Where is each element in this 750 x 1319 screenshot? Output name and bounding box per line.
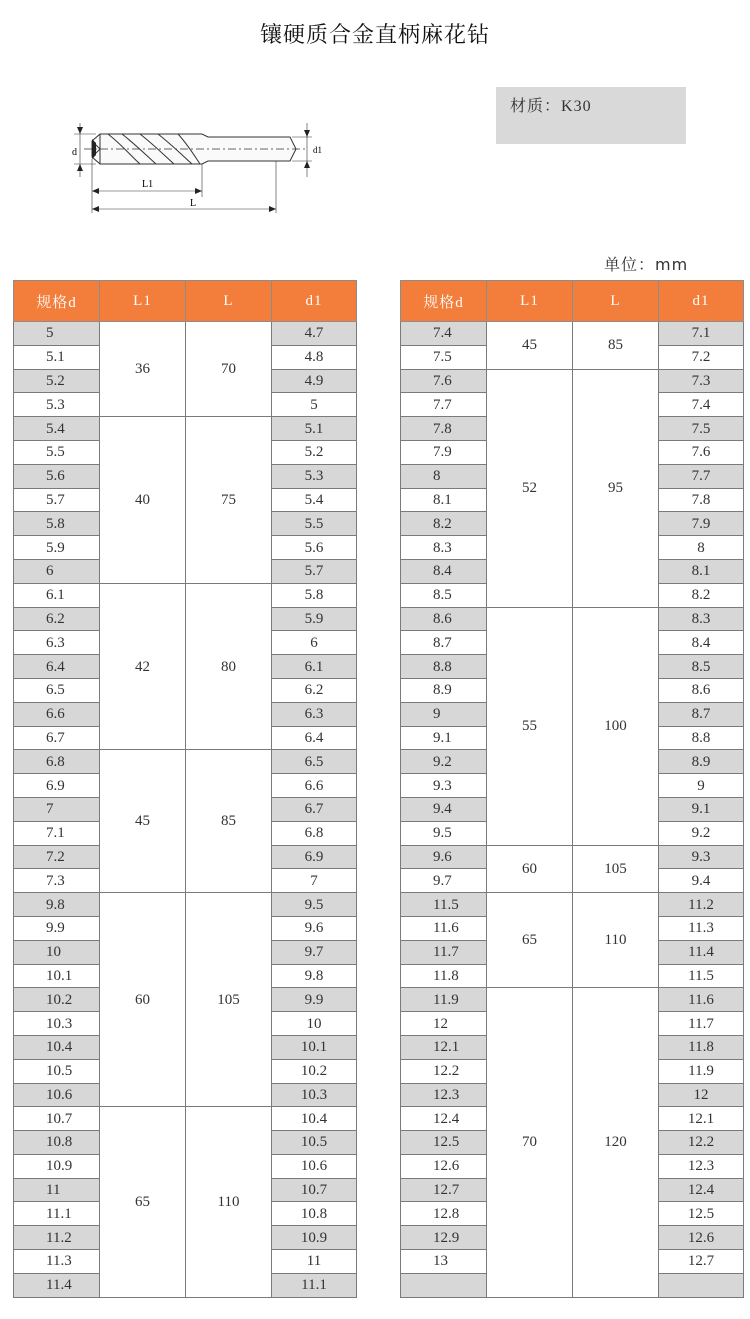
cell-spec-d: 11.3 bbox=[14, 1250, 100, 1274]
cell-spec-d: 8.5 bbox=[401, 583, 487, 607]
cell-d1: 10.1 bbox=[272, 1035, 357, 1059]
cell-l1: 65 bbox=[487, 893, 573, 988]
cell-l1: 60 bbox=[487, 845, 573, 893]
header-l1: L1 bbox=[100, 281, 186, 322]
cell-spec-d: 12.6 bbox=[401, 1154, 487, 1178]
left-spec-table bbox=[13, 280, 357, 1298]
cell-d1: 12.4 bbox=[659, 1178, 744, 1202]
cell-d1: 5.9 bbox=[272, 607, 357, 631]
cell-l1: 65 bbox=[100, 1107, 186, 1297]
cell-spec-d: 11.8 bbox=[401, 964, 487, 988]
cell-l: 105 bbox=[573, 845, 659, 893]
cell-d1: 9.6 bbox=[272, 916, 357, 940]
cell-d1: 7.7 bbox=[659, 464, 744, 488]
cell-d1: 10.7 bbox=[272, 1178, 357, 1202]
cell-d1: 6.7 bbox=[272, 797, 357, 821]
cell-d1: 6.5 bbox=[272, 750, 357, 774]
cell-spec-d: 9.9 bbox=[14, 916, 100, 940]
cell-l: 105 bbox=[186, 893, 272, 1107]
cell-spec-d: 12.7 bbox=[401, 1178, 487, 1202]
cell-d1: 8.6 bbox=[659, 678, 744, 702]
cell-spec-d: 8.7 bbox=[401, 631, 487, 655]
cell-l: 100 bbox=[573, 607, 659, 845]
table-header-row bbox=[401, 281, 744, 322]
cell-spec-d: 9.4 bbox=[401, 797, 487, 821]
cell-d1: 12.6 bbox=[659, 1226, 744, 1250]
cell-spec-d: 11.9 bbox=[401, 988, 487, 1012]
cell-spec-d: 9 bbox=[401, 702, 487, 726]
cell-spec-d: 7.5 bbox=[401, 345, 487, 369]
cell-d1: 12.5 bbox=[659, 1202, 744, 1226]
cell-spec-d: 5.4 bbox=[14, 417, 100, 441]
cell-spec-d: 6.6 bbox=[14, 702, 100, 726]
cell-d1: 7.8 bbox=[659, 488, 744, 512]
cell-d1: 9.8 bbox=[272, 964, 357, 988]
cell-spec-d: 12.3 bbox=[401, 1083, 487, 1107]
cell-d1: 6.2 bbox=[272, 678, 357, 702]
cell-spec-d: 5.8 bbox=[14, 512, 100, 536]
cell-d1: 8.1 bbox=[659, 559, 744, 583]
cell-spec-d: 12.9 bbox=[401, 1226, 487, 1250]
cell-d1: 10.9 bbox=[272, 1226, 357, 1250]
cell-spec-d: 9.1 bbox=[401, 726, 487, 750]
cell-spec-d: 12 bbox=[401, 1012, 487, 1036]
page-title: 镶硬质合金直柄麻花钻 bbox=[259, 23, 490, 48]
table-row bbox=[14, 1107, 357, 1131]
cell-d1: 10.5 bbox=[272, 1131, 357, 1155]
cell-l1: 45 bbox=[100, 750, 186, 893]
cell-spec-d: 6.7 bbox=[14, 726, 100, 750]
cell-spec-d: 10.2 bbox=[14, 988, 100, 1012]
unit-value: mm bbox=[655, 255, 689, 274]
cell-spec-d: 5.6 bbox=[14, 464, 100, 488]
cell-d1: 8 bbox=[659, 536, 744, 560]
cell-l: 110 bbox=[573, 893, 659, 988]
cell-d1: 5.7 bbox=[272, 559, 357, 583]
cell-l1: 55 bbox=[487, 607, 573, 845]
cell-d1: 11.4 bbox=[659, 940, 744, 964]
table-row bbox=[14, 322, 357, 346]
cell-spec-d: 11.6 bbox=[401, 916, 487, 940]
cell-spec-d: 12.8 bbox=[401, 1202, 487, 1226]
cell-l: 80 bbox=[186, 583, 272, 750]
cell-spec-d: 5.9 bbox=[14, 536, 100, 560]
cell-d1: 10.3 bbox=[272, 1083, 357, 1107]
cell-spec-d: 10.7 bbox=[14, 1107, 100, 1131]
cell-spec-d: 11.7 bbox=[401, 940, 487, 964]
cell-spec-d: 10 bbox=[14, 940, 100, 964]
cell-d1: 12 bbox=[659, 1083, 744, 1107]
cell-d1: 5.8 bbox=[272, 583, 357, 607]
cell-spec-d: 5.1 bbox=[14, 345, 100, 369]
cell-spec-d: 13 bbox=[401, 1250, 487, 1274]
cell-spec-d: 6.3 bbox=[14, 631, 100, 655]
unit-note bbox=[604, 252, 688, 275]
header-spec-d: 规格d bbox=[401, 281, 487, 322]
cell-spec-d: 12.1 bbox=[401, 1035, 487, 1059]
cell-spec-d: 9.5 bbox=[401, 821, 487, 845]
cell-spec-d: 6.5 bbox=[14, 678, 100, 702]
cell-d1: 6.8 bbox=[272, 821, 357, 845]
cell-spec-d: 11.1 bbox=[14, 1202, 100, 1226]
cell-d1: 12.3 bbox=[659, 1154, 744, 1178]
header-l: L bbox=[186, 281, 272, 322]
cell-spec-d: 7.9 bbox=[401, 440, 487, 464]
cell-spec-d: 11.4 bbox=[14, 1273, 100, 1297]
header-d1: d1 bbox=[272, 281, 357, 322]
cell-spec-d: 8 bbox=[401, 464, 487, 488]
cell-d1: 10.2 bbox=[272, 1059, 357, 1083]
cell-l1: 42 bbox=[100, 583, 186, 750]
cell-spec-d: 9.7 bbox=[401, 869, 487, 893]
cell-d1: 9.9 bbox=[272, 988, 357, 1012]
cell-d1: 12.1 bbox=[659, 1107, 744, 1131]
cell-spec-d: 9.6 bbox=[401, 845, 487, 869]
cell-l1: 52 bbox=[487, 369, 573, 607]
cell-d1: 7 bbox=[272, 869, 357, 893]
cell-spec-d: 11.2 bbox=[14, 1226, 100, 1250]
cell-d1: 11.1 bbox=[272, 1273, 357, 1297]
cell-d1: 7.2 bbox=[659, 345, 744, 369]
cell-d1: 5.2 bbox=[272, 440, 357, 464]
cell-spec-d: 9.2 bbox=[401, 750, 487, 774]
cell-d1: 4.8 bbox=[272, 345, 357, 369]
header-l1: L1 bbox=[487, 281, 573, 322]
table-row bbox=[401, 893, 744, 917]
cell-d1: 7.3 bbox=[659, 369, 744, 393]
diagram-label-d: d bbox=[72, 147, 77, 158]
cell-d1: 9.4 bbox=[659, 869, 744, 893]
cell-spec-d: 8.2 bbox=[401, 512, 487, 536]
cell-d1: 11.9 bbox=[659, 1059, 744, 1083]
cell-spec-d: 10.1 bbox=[14, 964, 100, 988]
header-l: L bbox=[573, 281, 659, 322]
drill-diagram bbox=[60, 115, 330, 220]
cell-spec-d: 8.8 bbox=[401, 655, 487, 679]
cell-d1: 9.3 bbox=[659, 845, 744, 869]
cell-spec-d: 10.4 bbox=[14, 1035, 100, 1059]
cell-d1: 8.9 bbox=[659, 750, 744, 774]
cell-spec-d: 10.8 bbox=[14, 1131, 100, 1155]
cell-spec-d: 5.7 bbox=[14, 488, 100, 512]
table-row bbox=[401, 607, 744, 631]
cell-spec-d: 5.2 bbox=[14, 369, 100, 393]
cell-spec-d: 6.8 bbox=[14, 750, 100, 774]
cell-d1: 8.4 bbox=[659, 631, 744, 655]
cell-l: 70 bbox=[186, 322, 272, 417]
cell-d1: 7.5 bbox=[659, 417, 744, 441]
cell-l1: 60 bbox=[100, 893, 186, 1107]
cell-spec-d: 6.9 bbox=[14, 774, 100, 798]
cell-d1: 7.6 bbox=[659, 440, 744, 464]
cell-d1: 11 bbox=[272, 1250, 357, 1274]
cell-spec-d: 8.4 bbox=[401, 559, 487, 583]
cell-d1: 8.5 bbox=[659, 655, 744, 679]
cell-spec-d: 5 bbox=[14, 322, 100, 346]
cell-spec-d: 9.8 bbox=[14, 893, 100, 917]
cell-d1: 6.6 bbox=[272, 774, 357, 798]
cell-d1: 9 bbox=[659, 774, 744, 798]
cell-d1: 12.7 bbox=[659, 1250, 744, 1274]
cell-spec-d: 7.7 bbox=[401, 393, 487, 417]
cell-d1: 6.9 bbox=[272, 845, 357, 869]
cell-d1: 5.1 bbox=[272, 417, 357, 441]
cell-spec-d: 10.5 bbox=[14, 1059, 100, 1083]
cell-l: 110 bbox=[186, 1107, 272, 1297]
header-d1: d1 bbox=[659, 281, 744, 322]
cell-d1: 9.7 bbox=[272, 940, 357, 964]
cell-d1: 10 bbox=[272, 1012, 357, 1036]
cell-l1: 36 bbox=[100, 322, 186, 417]
cell-d1: 8.7 bbox=[659, 702, 744, 726]
unit-label: 单位： bbox=[604, 255, 656, 274]
cell-d1: 11.3 bbox=[659, 916, 744, 940]
cell-spec-d: 7.2 bbox=[14, 845, 100, 869]
table-row bbox=[14, 583, 357, 607]
cell-spec-d: 7.3 bbox=[14, 869, 100, 893]
cell-d1: 9.1 bbox=[659, 797, 744, 821]
cell-d1: 10.6 bbox=[272, 1154, 357, 1178]
cell-spec-d: 10.6 bbox=[14, 1083, 100, 1107]
cell-l1: 40 bbox=[100, 417, 186, 584]
cell-d1 bbox=[659, 1273, 744, 1297]
cell-d1: 5.3 bbox=[272, 464, 357, 488]
cell-d1: 7.9 bbox=[659, 512, 744, 536]
cell-spec-d: 5.5 bbox=[14, 440, 100, 464]
cell-spec-d: 11 bbox=[14, 1178, 100, 1202]
cell-d1: 11.6 bbox=[659, 988, 744, 1012]
cell-spec-d bbox=[401, 1273, 487, 1297]
cell-d1: 4.7 bbox=[272, 322, 357, 346]
cell-spec-d: 10.3 bbox=[14, 1012, 100, 1036]
diagram-label-l1: L1 bbox=[142, 179, 154, 190]
diagram-label-l: L bbox=[190, 198, 197, 209]
table-header-row bbox=[14, 281, 357, 322]
cell-d1: 6.4 bbox=[272, 726, 357, 750]
cell-spec-d: 8.1 bbox=[401, 488, 487, 512]
cell-d1: 5.6 bbox=[272, 536, 357, 560]
cell-d1: 7.1 bbox=[659, 322, 744, 346]
cell-spec-d: 6.1 bbox=[14, 583, 100, 607]
cell-d1: 10.8 bbox=[272, 1202, 357, 1226]
right-spec-table bbox=[400, 280, 744, 1298]
cell-l1: 45 bbox=[487, 322, 573, 370]
cell-d1: 4.9 bbox=[272, 369, 357, 393]
cell-spec-d: 12.5 bbox=[401, 1131, 487, 1155]
table-row bbox=[14, 417, 357, 441]
cell-d1: 11.8 bbox=[659, 1035, 744, 1059]
cell-l: 75 bbox=[186, 417, 272, 584]
cell-spec-d: 9.3 bbox=[401, 774, 487, 798]
cell-d1: 9.5 bbox=[272, 893, 357, 917]
cell-spec-d: 12.4 bbox=[401, 1107, 487, 1131]
cell-d1: 5.4 bbox=[272, 488, 357, 512]
cell-l: 85 bbox=[573, 322, 659, 370]
cell-spec-d: 12.2 bbox=[401, 1059, 487, 1083]
cell-spec-d: 6.2 bbox=[14, 607, 100, 631]
cell-l: 95 bbox=[573, 369, 659, 607]
cell-l: 120 bbox=[573, 988, 659, 1297]
table-row bbox=[401, 322, 744, 346]
cell-spec-d: 8.3 bbox=[401, 536, 487, 560]
cell-d1: 6.3 bbox=[272, 702, 357, 726]
table-row bbox=[14, 750, 357, 774]
cell-spec-d: 7.6 bbox=[401, 369, 487, 393]
material-box bbox=[496, 87, 686, 144]
cell-spec-d: 7.8 bbox=[401, 417, 487, 441]
cell-d1: 11.7 bbox=[659, 1012, 744, 1036]
cell-spec-d: 7 bbox=[14, 797, 100, 821]
cell-spec-d: 8.9 bbox=[401, 678, 487, 702]
cell-spec-d: 6 bbox=[14, 559, 100, 583]
material-value: K30 bbox=[561, 98, 592, 115]
cell-d1: 11.2 bbox=[659, 893, 744, 917]
cell-d1: 5.5 bbox=[272, 512, 357, 536]
cell-d1: 10.4 bbox=[272, 1107, 357, 1131]
cell-d1: 8.8 bbox=[659, 726, 744, 750]
cell-d1: 9.2 bbox=[659, 821, 744, 845]
cell-spec-d: 10.9 bbox=[14, 1154, 100, 1178]
table-row bbox=[401, 845, 744, 869]
cell-d1: 11.5 bbox=[659, 964, 744, 988]
cell-spec-d: 6.4 bbox=[14, 655, 100, 679]
cell-spec-d: 5.3 bbox=[14, 393, 100, 417]
table-row bbox=[14, 893, 357, 917]
cell-l1: 70 bbox=[487, 988, 573, 1297]
cell-d1: 6.1 bbox=[272, 655, 357, 679]
cell-d1: 8.2 bbox=[659, 583, 744, 607]
diagram-label-d1: d1 bbox=[313, 145, 322, 155]
cell-d1: 6 bbox=[272, 631, 357, 655]
cell-spec-d: 11.5 bbox=[401, 893, 487, 917]
cell-spec-d: 7.1 bbox=[14, 821, 100, 845]
table-row bbox=[401, 988, 744, 1012]
table-row bbox=[401, 369, 744, 393]
cell-d1: 5 bbox=[272, 393, 357, 417]
cell-spec-d: 7.4 bbox=[401, 322, 487, 346]
cell-spec-d: 8.6 bbox=[401, 607, 487, 631]
cell-d1: 7.4 bbox=[659, 393, 744, 417]
cell-l: 85 bbox=[186, 750, 272, 893]
header-spec-d: 规格d bbox=[14, 281, 100, 322]
material-label: 材质： bbox=[510, 98, 562, 115]
cell-d1: 8.3 bbox=[659, 607, 744, 631]
cell-d1: 12.2 bbox=[659, 1131, 744, 1155]
